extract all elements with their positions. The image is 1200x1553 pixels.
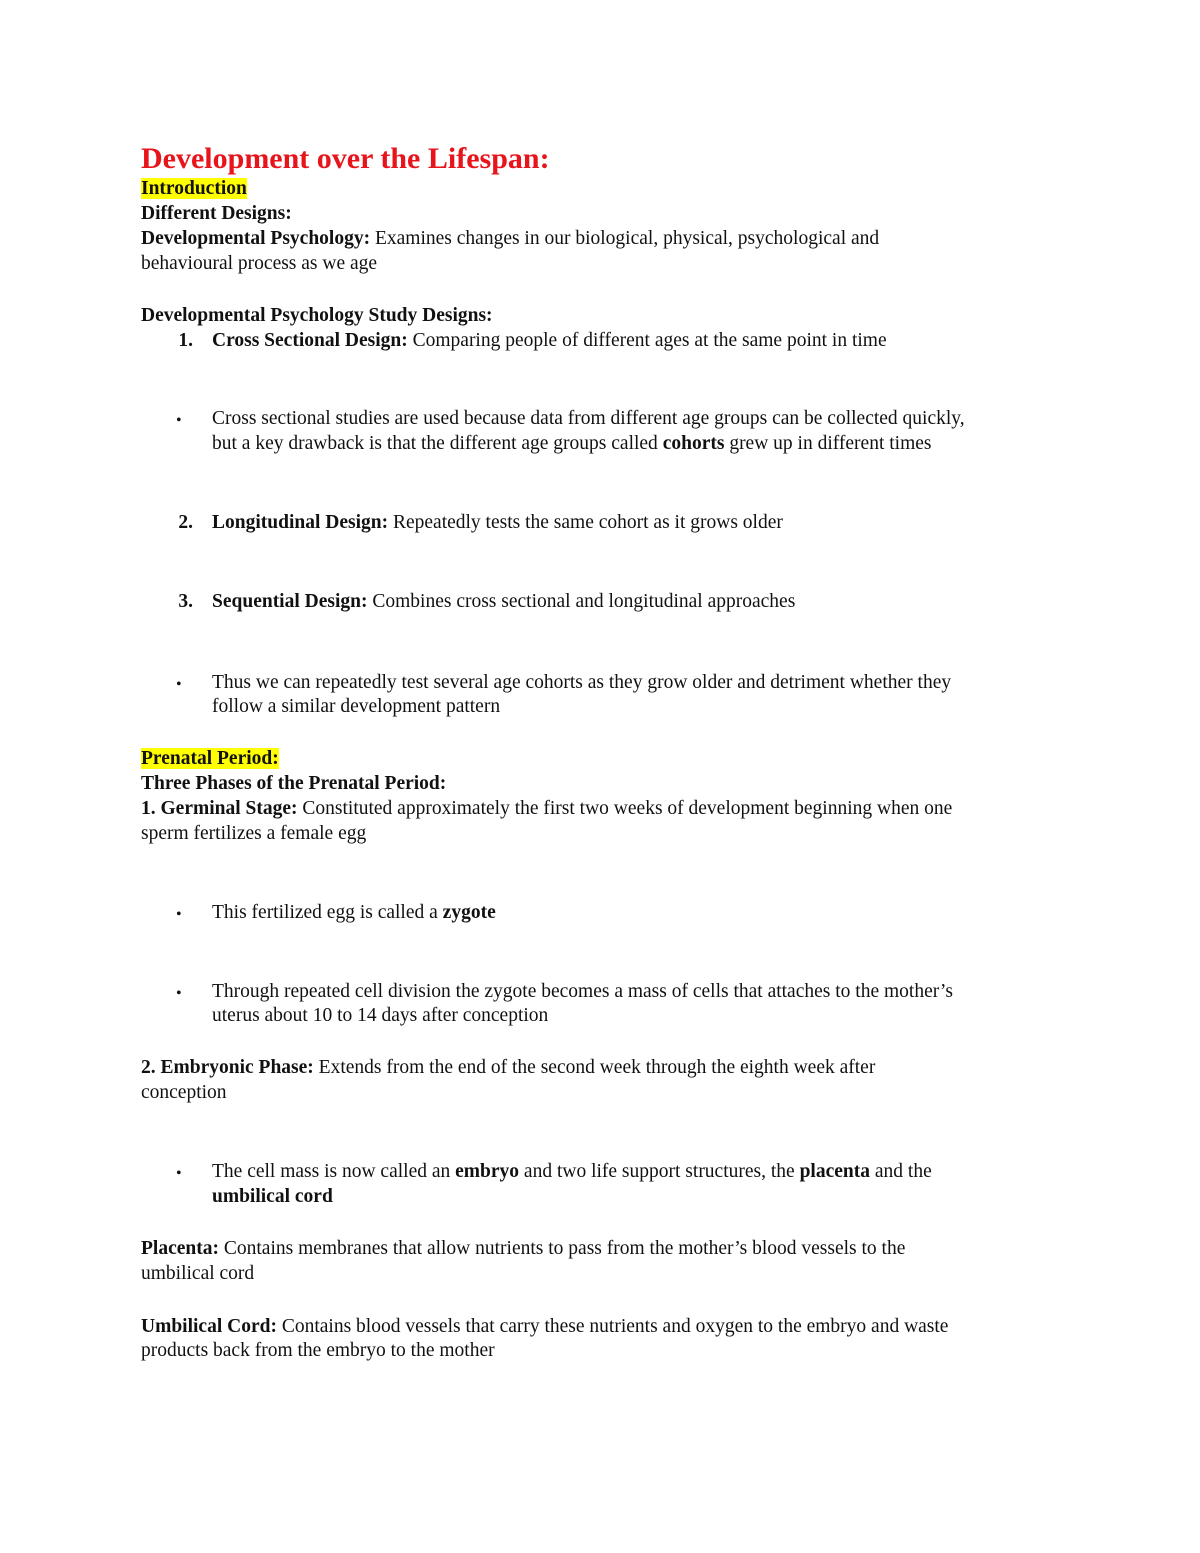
- embryo-bullet-line-1: The cell mass is now called an embryo and two life support structures, the placenta and the: [212, 1161, 932, 1182]
- umbilical-cord-definition-line-2: products back from the embryo to the mother: [141, 1340, 495, 1361]
- bullet-icon: •: [176, 1165, 182, 1182]
- placenta-definition-line-1: Placenta: Contains membranes that allow nutrients to pass from the mother’s blood vessels to the: [141, 1238, 906, 1259]
- prenatal-period-heading: Prenatal Period:: [141, 748, 279, 769]
- document-title: Development over the Lifespan:: [141, 142, 550, 175]
- placenta-definition-line-2: umbilical cord: [141, 1263, 255, 1284]
- bullet-icon: •: [176, 906, 182, 923]
- three-phases-heading: Three Phases of the Prenatal Period:: [141, 773, 447, 794]
- list-number-2: 2.: [178, 512, 193, 533]
- bullet-icon: •: [176, 985, 182, 1002]
- embryonic-phase-line-2: conception: [141, 1082, 227, 1103]
- embryonic-phase-line-1: 2. Embryonic Phase: Extends from the end of the second week through the eighth week after: [141, 1057, 876, 1078]
- introduction-heading: Introduction: [141, 178, 247, 199]
- umbilical-cord-definition-line-1: Umbilical Cord: Contains blood vessels that carry these nutrients and oxygen to the embryo and waste: [141, 1316, 949, 1337]
- zygote-bullet: This fertilized egg is called a zygote: [212, 902, 496, 923]
- embryo-bullet-line-2: umbilical cord: [212, 1186, 333, 1207]
- list-number-3: 3.: [178, 591, 193, 612]
- cross-sectional-design-item: Cross Sectional Design: Comparing people of different ages at the same point in time: [212, 330, 887, 351]
- devpsych-definition-line-1: Developmental Psychology: Examines changes in our biological, physical, psychological and: [141, 228, 880, 249]
- devpsych-definition-line-2: behavioural process as we age: [141, 253, 378, 274]
- study-designs-heading: Developmental Psychology Study Designs:: [141, 305, 493, 326]
- bullet-icon: •: [176, 412, 182, 429]
- germinal-stage-line-1: 1. Germinal Stage: Constituted approximately the first two weeks of development beginning when one: [141, 798, 953, 819]
- sequential-bullet-line-2: follow a similar development pattern: [212, 696, 501, 717]
- longitudinal-design-item: Longitudinal Design: Repeatedly tests the same cohort as it grows older: [212, 512, 783, 533]
- sequential-bullet-line-1: Thus we can repeatedly test several age cohorts as they grow older and detriment whether they: [212, 672, 952, 693]
- different-designs-heading: Different Designs:: [141, 203, 292, 224]
- cross-sectional-bullet-line-1: Cross sectional studies are used because data from different age groups can be collected quickly,: [212, 408, 965, 429]
- sequential-design-item: Sequential Design: Combines cross sectional and longitudinal approaches: [212, 591, 796, 612]
- cell-division-bullet-line-1: Through repeated cell division the zygote becomes a mass of cells that attaches to the mother’s: [212, 981, 953, 1002]
- cross-sectional-bullet-line-2: but a key drawback is that the different age groups called cohorts grew up in different times: [212, 433, 932, 454]
- germinal-stage-line-2: sperm fertilizes a female egg: [141, 823, 367, 844]
- cell-division-bullet-line-2: uterus about 10 to 14 days after conception: [212, 1005, 549, 1026]
- bullet-icon: •: [176, 676, 182, 693]
- list-number-1: 1.: [178, 330, 193, 351]
